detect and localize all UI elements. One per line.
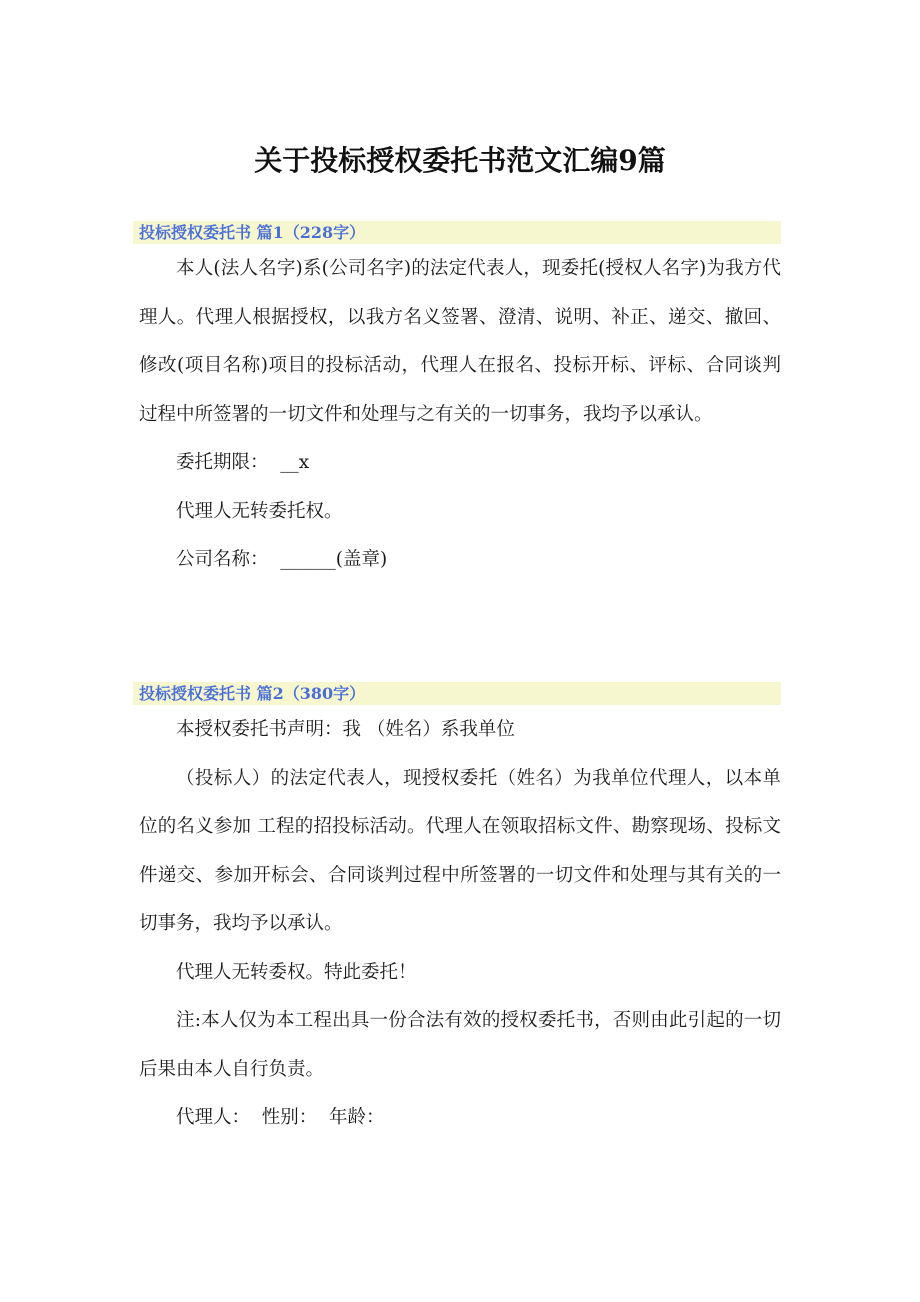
section-1-body (133, 244, 781, 585)
section-1-header: 投标授权委托书 篇1（228字） (133, 221, 781, 244)
section-2-header: 投标授权委托书 篇2（380字） (133, 682, 781, 705)
paragraph: （投标人）的法定代表人，现授权委托（姓名）为我单位代理人，以本单位的名义参加 工程的招投标活动。代理人在领取招标文件、勘察现场、投标文件递交、参加开标会、合同谈判过程中所签署的一切文件和处理与其有关的一切事务，我均予以承认。 (139, 767, 781, 934)
paragraph: 本授权委托书声明：我 （姓名）系我单位 (176, 719, 515, 740)
section-1 (133, 221, 781, 585)
paragraph: 代理人： 性别： 年龄： (176, 1107, 385, 1128)
section-2 (133, 682, 781, 1143)
document-title: 关于投标授权委托书范文汇编9篇 (254, 144, 666, 177)
paragraph: 代理人无转委托权。 (176, 500, 343, 522)
paragraph: 公司名称： ______(盖章) (176, 549, 388, 570)
paragraph: 委托期限： __x (176, 452, 310, 473)
section-2-body (133, 705, 781, 1143)
paragraph: 代理人无转委权。特此委托！ (176, 961, 417, 983)
paragraph: 本人(法人名字)系(公司名字)的法定代表人，现委托(授权人名字)为我方代理人。代理人根据授权，以我方名义签署、澄清、说明、补正、递交、撤回、修改(项目名称)项目的投标活动，代理人在报名、投标开标、评标、合同谈判过程中所签署的一切文件和处理与之有关的一切事务，我均予以承认。 (139, 258, 781, 425)
paragraph: 注:本人仅为本工程出具一份合法有效的授权委托书，否则由此引起的一切后果由本人自行负责。 (139, 1010, 781, 1080)
